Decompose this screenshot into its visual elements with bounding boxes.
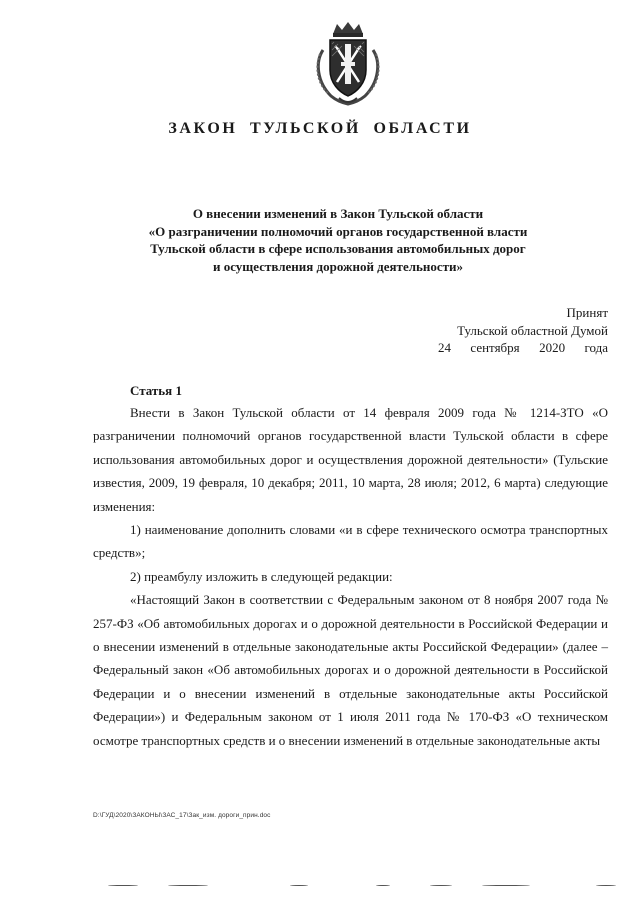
subject-line: «О разграничении полномочий органов государственной власти	[148, 223, 528, 239]
adopted-label: Принят	[566, 305, 608, 320]
paragraph: 1) наименование дополнить словами «и в сфере технического осмотра транспортных средств»;	[93, 522, 608, 561]
scan-speck	[168, 885, 208, 886]
adoption-year-word: года	[584, 340, 608, 355]
adoption-date	[420, 339, 608, 357]
adoption-day: 24	[438, 340, 451, 355]
adopted-by: Тульской областной Думой	[457, 322, 608, 338]
law-subject	[110, 205, 566, 275]
scan-speck	[108, 885, 138, 886]
article-body	[93, 401, 608, 752]
subject-line: Тульской области в сфере использования автомобильных дорог	[150, 241, 526, 256]
paragraph: Внести в Закон Тульской области от 14 февраля 2009 года № 1214-ЗТО «О разграничении полномочий органов государственной власти Тульской области в сфере использования автомобильных дорог и осуществления дорожной деятельности» (Тульские известия, 2009, 19 февраля, 10 декабря; 2011, 10 марта, 28 июля; 2012, 6 марта) следующие изменения:	[93, 405, 608, 514]
scan-speck	[596, 885, 616, 886]
subject-line: и осуществления дорожной деятельности»	[212, 258, 464, 274]
file-path-footer: D:\ГУД\2020\ЗАКОНЫ\ЗАС_17\Зак_изм. дороги_прин.doc	[93, 812, 271, 819]
adoption-block	[420, 304, 608, 357]
adoption-year: 2020	[539, 340, 566, 355]
paragraph: «Настоящий Закон в соответствии с Федеральным законом от 8 ноября 2007 года № 257-ФЗ «Об автомобильных дорогах и о дорожной деятельности в Российской Федерации и о внесении изменений в отдельные законодательные акты Российской Федерации» (далее – Федеральный закон «Об автомобильных дорогах и о дорожной деятельности в Российской Федерации и о внесении изменений в отдельные законодательные акты Российской Федерации») и Федеральным законом от 1 июля 2011 года № 170-ФЗ «О техническом осмотре транспортных средств и о внесении изменений в отдельные законодательные акты	[93, 592, 608, 748]
adoption-month: сентября	[470, 340, 520, 355]
coat-of-arms-icon	[311, 20, 385, 106]
scan-speck	[482, 885, 530, 886]
subject-line: О внесении изменений в Закон Тульской области	[192, 206, 484, 221]
scan-speck	[430, 885, 452, 886]
article-heading: Статья 1	[130, 383, 182, 398]
scan-artifacts	[0, 880, 640, 892]
law-title: ЗАКОН ТУЛЬСКОЙ ОБЛАСТИ	[168, 120, 472, 137]
paragraph: 2) преамбулу изложить в следующей редакции:	[130, 568, 393, 584]
scan-speck	[376, 885, 390, 886]
scan-speck	[290, 885, 308, 886]
